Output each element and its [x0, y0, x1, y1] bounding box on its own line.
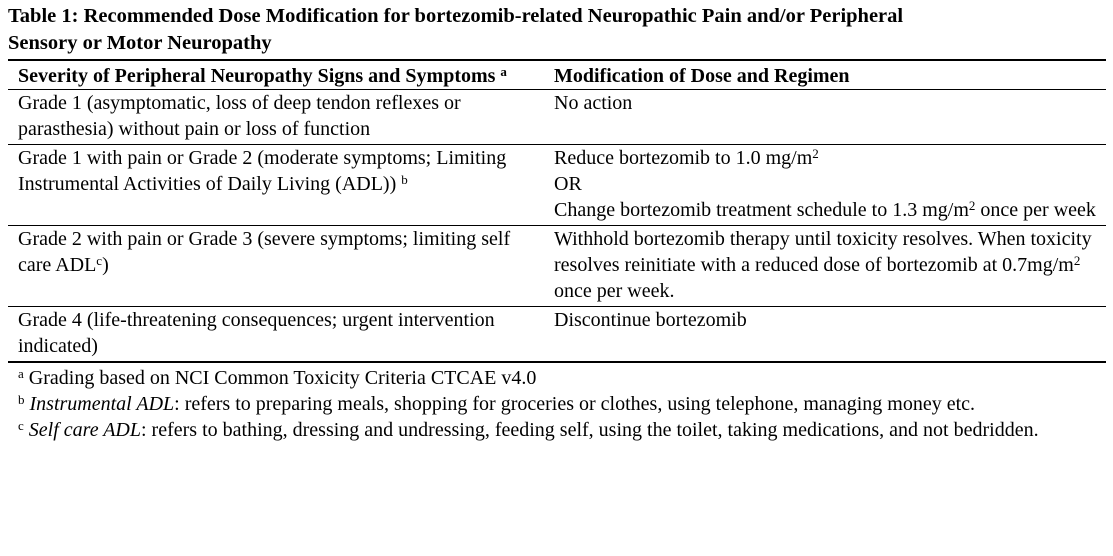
header-severity-label: Severity of Peripheral Neuropathy Signs and Symptoms	[18, 65, 496, 87]
footnote-marker-c: c	[96, 253, 103, 268]
header-severity	[8, 60, 544, 90]
header-modification	[544, 60, 1106, 90]
table-header-row	[8, 60, 1106, 90]
table-row	[8, 226, 1106, 307]
table-title-line-1: Table 1: Recommended Dose Modification for bortezomib-related Neuropathic Pain and/or Peripheral	[8, 5, 904, 27]
footnote-marker-b: b	[401, 172, 408, 187]
footnote-term: Self care ADL	[28, 419, 141, 441]
severity-cell	[8, 226, 544, 307]
table-row	[8, 307, 1106, 363]
footnote-term: Instrumental ADL	[29, 393, 175, 415]
action-text: Change bortezomib treatment schedule to 1.3 mg/m	[554, 199, 969, 221]
action-cell	[544, 90, 1106, 145]
action-text: once per week	[975, 199, 1096, 221]
severity-cell	[8, 90, 544, 145]
footnote-mark: b	[18, 392, 25, 407]
header-modification-label: Modification of Dose and Regimen	[554, 65, 850, 87]
table-row	[8, 145, 1106, 226]
footnote-a	[8, 365, 1106, 391]
table-title-line-2: Sensory or Motor Neuropathy	[8, 32, 272, 54]
severity-text: Grade 4 (life-threatening consequences; urgent intervention indicated)	[18, 309, 495, 357]
footnote-text: : refers to preparing meals, shopping for groceries or clothes, using telephone, managing money etc.	[174, 393, 976, 415]
document-page	[8, 0, 1106, 443]
action-cell	[544, 145, 1106, 226]
footnote-c	[8, 417, 1106, 443]
action-text: Reduce bortezomib to 1.0 mg/m	[554, 147, 813, 169]
footnote-mark: c	[18, 418, 24, 433]
footnote-marker-a: a	[500, 64, 507, 79]
action-text: Withhold bortezomib therapy until toxicity resolves. When toxicity resolves reinitiate with a reduced dose of bortezomib at 0.7mg/m	[554, 228, 1092, 276]
footnotes	[8, 365, 1106, 443]
footnote-text: Grading based on NCI Common Toxicity Criteria CTCAE v4.0	[23, 367, 537, 389]
action-text: No action	[554, 92, 633, 114]
footnote-text: : refers to bathing, dressing and undressing, feeding self, using the toilet, taking medications, and not bedridden.	[141, 419, 1039, 441]
action-cell	[544, 226, 1106, 307]
footnote-b	[8, 391, 1106, 417]
action-option-schedule	[554, 197, 1102, 223]
severity-cell	[8, 307, 544, 363]
action-text: Discontinue bortezomib	[554, 309, 747, 331]
severity-text: Grade 2 with pain or Grade 3 (severe symptoms; limiting self care ADL	[18, 228, 511, 276]
severity-text: Grade 1 with pain or Grade 2 (moderate symptoms; Limiting Instrumental Activities of Daily Living (ADL))	[18, 147, 507, 195]
action-cell	[544, 307, 1106, 363]
superscript: 2	[968, 198, 976, 213]
table-row	[8, 90, 1106, 145]
table-title	[8, 3, 1106, 57]
superscript: 2	[1073, 253, 1081, 268]
action-or: OR	[554, 173, 582, 195]
severity-cell	[8, 145, 544, 226]
dose-modification-table	[8, 59, 1106, 363]
superscript: 2	[812, 146, 819, 161]
action-option-reduce	[554, 145, 1102, 171]
severity-text: Grade 1 (asymptomatic, loss of deep tendon reflexes or parasthesia) without pain or loss of function	[18, 92, 461, 140]
footnote-mark: a	[18, 366, 24, 381]
severity-text: )	[102, 254, 109, 276]
action-text: once per week.	[554, 280, 675, 302]
